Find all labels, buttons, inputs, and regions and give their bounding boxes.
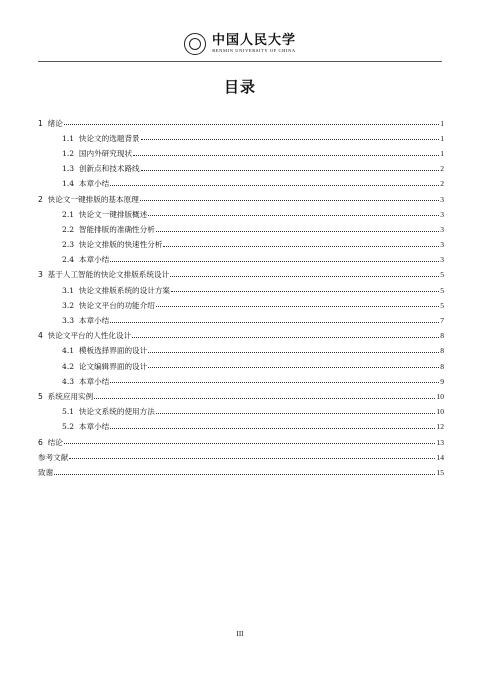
toc-entry-number: 2.3 — [62, 240, 79, 250]
toc-leader-dots — [156, 305, 439, 307]
toc-entry-label: 本章小结 — [78, 255, 110, 265]
toc-entry-number: 3.3 — [62, 316, 79, 326]
toc-entry-label: 本章小结 — [78, 422, 110, 432]
toc-title: 目录 — [223, 78, 256, 96]
toc-leader-dots — [141, 169, 440, 171]
toc-leader-dots — [110, 184, 439, 186]
toc-leader-dots — [133, 154, 439, 156]
toc-entry-number: 3.2 — [62, 300, 79, 310]
toc-entry-label: 快论文的选题背景 — [78, 133, 140, 143]
toc-leader-dots — [148, 351, 439, 353]
toc-entry-page: 3 — [440, 194, 444, 204]
toc-leader-dots — [110, 427, 435, 429]
toc-leader-dots — [64, 123, 439, 125]
toc-entry-page: 14 — [436, 452, 444, 462]
toc-leader-dots — [163, 245, 439, 247]
toc-entry-page: 1 — [440, 133, 444, 143]
toc-entry-page: 5 — [440, 270, 444, 280]
toc-entry-page: 3 — [440, 224, 444, 234]
toc-entry-number: 4 — [38, 331, 48, 341]
toc-entry[interactable] — [38, 446, 444, 461]
toc-leader-dots — [156, 412, 436, 414]
toc-entry-page: 10 — [436, 391, 444, 401]
toc-entry-page: 3 — [440, 255, 444, 265]
toc-leader-dots — [156, 230, 439, 232]
toc-entry-label: 基于人工智能的快论文排版系统设计 — [47, 270, 170, 280]
toc-entry-number: 4.1 — [62, 346, 79, 356]
toc-entry[interactable] — [38, 173, 444, 188]
toc-entry-page: 9 — [440, 376, 444, 386]
page-header — [0, 30, 480, 58]
toc-entry-label: 模板选择界面的设计 — [78, 346, 148, 356]
university-seal-icon — [184, 33, 206, 55]
toc-entry-page: 1 — [440, 148, 444, 158]
toc-entry[interactable] — [38, 461, 444, 476]
toc-entry[interactable] — [38, 416, 444, 431]
toc-entry[interactable] — [38, 112, 444, 127]
toc-entry-number: 5.1 — [62, 407, 79, 417]
toc-entry-number: 4.3 — [62, 376, 79, 386]
toc-entry-page: 12 — [436, 422, 444, 432]
toc-entry-label: 快论文排版的快速性分析 — [78, 240, 163, 250]
toc-entry-number: 2.1 — [62, 209, 79, 219]
toc-entry-label: 快论文系统的使用方法 — [78, 407, 155, 417]
toc-entry[interactable] — [38, 127, 444, 142]
toc-entry-label: 快论文排版系统的设计方案 — [78, 285, 171, 295]
toc-entry-number: 1.3 — [62, 164, 79, 174]
toc-entry-number: 4.2 — [62, 361, 79, 371]
toc-entry-page: 8 — [440, 331, 444, 341]
toc-entry-number: 2.2 — [62, 224, 79, 234]
toc-entry[interactable] — [38, 218, 444, 233]
page-number: III — [236, 630, 244, 638]
toc-entry-label: 快论文平台的功能介绍 — [78, 300, 155, 310]
toc-leader-dots — [110, 260, 439, 262]
toc-entry[interactable] — [38, 279, 444, 294]
toc-entry-label: 致谢 — [38, 467, 54, 477]
toc-entry-label: 快论文平台的人性化设计 — [47, 331, 132, 341]
toc-entry-number: 3.1 — [62, 285, 79, 295]
toc-entry-number: 1.4 — [62, 179, 79, 189]
toc-leader-dots — [132, 336, 439, 338]
toc-entry-label: 智能排版的准确性分析 — [78, 224, 155, 234]
toc-leader-dots — [94, 397, 435, 399]
toc-entry-page: 5 — [440, 285, 444, 295]
toc-entry-page: 1 — [440, 118, 444, 128]
toc-entry-page: 3 — [440, 240, 444, 250]
toc-entry-page: 15 — [436, 467, 444, 477]
toc-entry[interactable] — [38, 370, 444, 385]
toc-leader-dots — [148, 214, 439, 216]
toc-entry-page: 7 — [440, 316, 444, 326]
toc-entry-page: 10 — [436, 407, 444, 417]
toc-entry[interactable] — [38, 188, 444, 203]
university-name-en: RENMIN UNIVERSITY OF CHINA — [212, 48, 296, 54]
toc-entry-label: 系统应用实例 — [47, 391, 94, 401]
toc-entry-page: 2 — [440, 164, 444, 174]
toc-entry[interactable] — [38, 340, 444, 355]
toc-entry[interactable] — [38, 431, 444, 446]
toc-leader-dots — [140, 199, 439, 201]
toc-entry-number: 1 — [38, 118, 48, 128]
toc-entry[interactable] — [38, 309, 444, 324]
toc-entry-label: 国内外研究现状 — [78, 148, 133, 158]
toc-entry[interactable] — [38, 355, 444, 370]
toc-leader-dots — [148, 366, 439, 368]
toc-leader-dots — [54, 473, 435, 475]
toc-entry-label: 本章小结 — [78, 376, 110, 386]
university-logo — [184, 33, 296, 55]
toc-entry-number: 5 — [38, 391, 48, 401]
toc-entry-label: 参考文献 — [38, 452, 69, 462]
toc-leader-dots — [171, 290, 439, 292]
toc-entry[interactable] — [38, 385, 444, 400]
toc-leader-dots — [110, 321, 439, 323]
toc-entry[interactable] — [38, 158, 444, 173]
toc-entry[interactable] — [38, 234, 444, 249]
toc-entry[interactable] — [38, 325, 444, 340]
toc-entry-number: 2 — [38, 194, 48, 204]
header-divider — [38, 61, 442, 62]
toc-leader-dots — [69, 457, 435, 459]
toc-entry-number: 1.1 — [62, 133, 79, 143]
toc-entry-page: 8 — [440, 346, 444, 356]
toc-entry-label: 论文编辑界面的设计 — [78, 361, 148, 371]
toc-entry[interactable] — [38, 203, 444, 218]
toc-entry-number: 1.2 — [62, 148, 79, 158]
toc-entry-number: 6 — [38, 437, 48, 447]
toc-entry-number: 3 — [38, 270, 48, 280]
toc-leader-dots — [170, 275, 439, 277]
toc-entry-page: 3 — [440, 209, 444, 219]
toc-entry-label: 结论 — [47, 437, 63, 447]
toc-entry-page: 13 — [436, 437, 444, 447]
university-name-cn: 中国人民大学 — [211, 33, 296, 49]
toc-entry[interactable] — [38, 142, 444, 157]
toc-entry-number: 2.4 — [62, 255, 79, 265]
toc-entry[interactable] — [38, 264, 444, 279]
toc-entry-label: 快论文一键排版概述 — [78, 209, 148, 219]
toc-entry[interactable] — [38, 294, 444, 309]
toc-leader-dots — [141, 138, 440, 140]
toc-entry-page: 8 — [440, 361, 444, 371]
toc-leader-dots — [64, 442, 436, 444]
toc-entry[interactable] — [38, 401, 444, 416]
toc-entry-number: 5.2 — [62, 422, 79, 432]
toc-entry[interactable] — [38, 249, 444, 264]
toc-entry-page: 2 — [440, 179, 444, 189]
toc-entry-page: 5 — [440, 300, 444, 310]
toc-entry-label: 绪论 — [47, 118, 63, 128]
toc-entry-label: 本章小结 — [78, 316, 110, 326]
table-of-contents — [38, 112, 444, 477]
toc-entry-label: 创新点和技术路线 — [78, 164, 140, 174]
toc-entry-label: 本章小结 — [78, 179, 110, 189]
toc-entry-label: 快论文一键排版的基本原理 — [47, 194, 139, 204]
toc-leader-dots — [110, 381, 439, 383]
